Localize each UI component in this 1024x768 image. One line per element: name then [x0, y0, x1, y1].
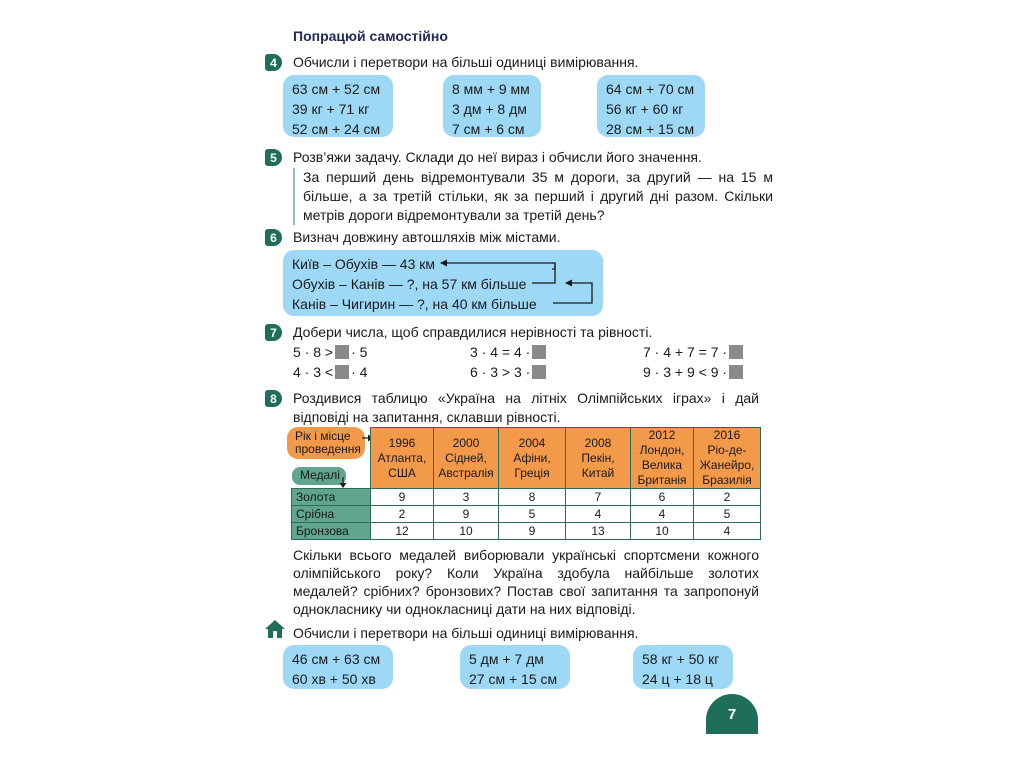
row-label-silver: Срібна	[292, 506, 371, 523]
arrow-1-head	[440, 260, 447, 267]
blank-box[interactable]	[532, 345, 546, 359]
table-row	[292, 489, 761, 506]
olympics-table	[291, 427, 761, 540]
route-line-1: Київ – Обухів — 43 км	[292, 256, 436, 272]
inequality-6: 9 · 3 + 9 < 9 ·	[643, 364, 745, 380]
task-number-7: 7	[265, 324, 282, 341]
homework-box-3: 58 кг + 50 кг 24 ц + 18 ц	[633, 645, 733, 689]
inequality-4: 4 · 3 < · 4	[293, 364, 368, 380]
table-row	[292, 523, 761, 540]
year-place-tag: Рік і місце проведення	[287, 427, 365, 459]
homework-box-1: 46 см + 63 см 60 хв + 50 хв	[283, 645, 393, 689]
route-line-3: Канів – Чигирин — ?, на 40 км більше	[292, 296, 537, 312]
table-cell: 8	[499, 489, 566, 506]
table-cell: 4	[566, 506, 631, 523]
task7-text: Добери числа, щоб справдилися нерівності та рівності.	[293, 324, 653, 340]
table-cell: 4	[631, 506, 694, 523]
table-cell: 3	[434, 489, 499, 506]
homework-text: Обчисли і перетвори на більші одиниці вимірювання.	[293, 625, 639, 641]
table-cell: 6	[631, 489, 694, 506]
task5-story: За перший день відремонтували 35 м дороги, за другий — на 15 м більше, а за третій стільки, як за перший і другий дні разом. Скільки метрів дороги відремонтували за третій день?	[293, 168, 773, 225]
col-2012: 2012 Лондон, Велика Британія	[631, 428, 694, 489]
col-2016: 2016 Ріо-де- Жанейро, Бразилія	[694, 428, 761, 489]
table-cell: 9	[499, 523, 566, 540]
table-cell: 4	[694, 523, 761, 540]
blank-box[interactable]	[729, 345, 743, 359]
inequality-3: 7 · 4 + 7 = 7 ·	[643, 344, 745, 360]
blank-box[interactable]	[532, 365, 546, 379]
col-2000: 2000 Сідней, Австралія	[434, 428, 499, 489]
inequality-2: 3 · 4 = 4 ·	[470, 344, 548, 360]
task4-box-3: 64 см + 70 см 56 кг + 60 кг 28 см + 15 см	[597, 75, 705, 137]
col-1996: 1996 Атланта, США	[371, 428, 434, 489]
col-2008: 2008 Пекін, Китай	[566, 428, 631, 489]
table-cell: 9	[371, 489, 434, 506]
inequality-5: 6 · 3 > 3 ·	[470, 364, 548, 380]
table-cell: 9	[434, 506, 499, 523]
row-label-bronze: Бронзова	[292, 523, 371, 540]
route-arrows	[420, 255, 600, 311]
table-cell: 13	[566, 523, 631, 540]
task8-question: Скільки всього медалей виборювали українські спортсмени кожного олімпійського року? Коли Україна здобула найбільше золотих медалей? срібних? бронзових? Постав свої запитання та запропонуй однокласнику чи однокласниці дати на них відповіді.	[293, 547, 759, 617]
section-heading: Попрацюй самостійно	[293, 28, 448, 44]
table-cell: 7	[566, 489, 631, 506]
blank-box[interactable]	[335, 345, 349, 359]
homework-box-2: 5 дм + 7 дм 27 см + 15 см	[460, 645, 570, 689]
route-line-2: Обухів – Канів — ?, на 57 км більше	[292, 276, 527, 292]
arrow-2-head	[565, 280, 572, 287]
medals-tag: Медалі	[292, 467, 346, 485]
task6-text: Визнач довжину автошляхів між містами.	[293, 229, 561, 245]
arrow-2-line	[553, 283, 592, 303]
blank-box[interactable]	[335, 365, 349, 379]
table-cell: 5	[499, 506, 566, 523]
task4-box-1: 63 см + 52 см 39 кг + 71 кг 52 см + 24 см	[283, 75, 393, 137]
house-icon	[264, 619, 286, 639]
table-cell	[292, 428, 371, 489]
table-cell: 10	[434, 523, 499, 540]
table-cell: 2	[371, 506, 434, 523]
task5-text: Розв’яжи задачу. Склади до неї вираз і обчисли його значення.	[293, 149, 702, 165]
task-number-4: 4	[265, 54, 282, 71]
page-number: 7	[706, 694, 758, 734]
blank-box[interactable]	[729, 365, 743, 379]
table-cell: 5	[694, 506, 761, 523]
table-cell: 2	[694, 489, 761, 506]
inequality-1: 5 · 8 > · 5	[293, 344, 368, 360]
task4-text: Обчисли і перетвори на більші одиниці вимірювання.	[293, 54, 639, 70]
row-label-gold: Золота	[292, 489, 371, 506]
task8-text: Роздивися таблицю «Україна на літніх Олімпійських іграх» і дай відповіді на запитання, склавши рівності.	[293, 390, 759, 425]
arrow-1-line	[445, 263, 555, 283]
table-cell: 10	[631, 523, 694, 540]
table-row	[292, 506, 761, 523]
table-cell: 12	[371, 523, 434, 540]
task4-box-2: 8 мм + 9 мм 3 дм + 8 дм 7 см + 6 см	[443, 75, 541, 137]
col-2004: 2004 Афіни, Греція	[499, 428, 566, 489]
task-number-6: 6	[265, 229, 282, 246]
task-number-8: 8	[265, 390, 282, 407]
task-number-5: 5	[265, 149, 282, 166]
